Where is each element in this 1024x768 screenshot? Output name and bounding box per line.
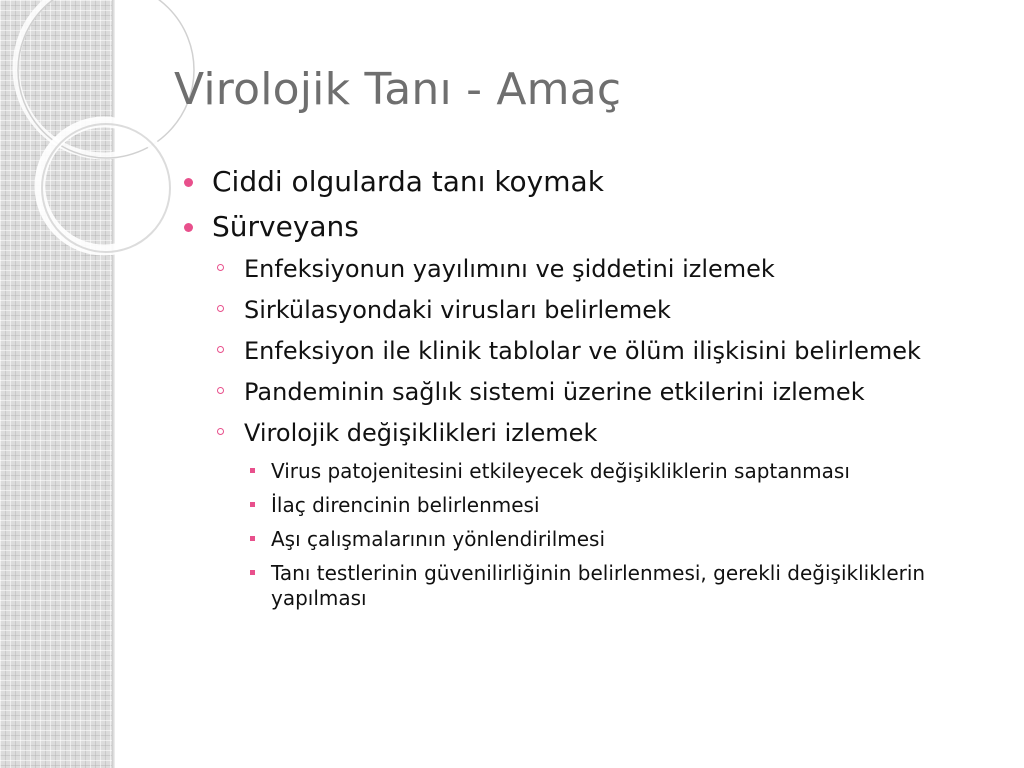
list-item <box>184 527 984 552</box>
list-item <box>184 493 984 518</box>
bullet-ring-icon <box>217 387 224 394</box>
list-item-text: Pandeminin sağlık sistemi üzerine etkilerini izlemek <box>244 378 865 406</box>
large-ring <box>16 0 192 156</box>
list-item <box>184 377 984 407</box>
bullet-ring-icon <box>217 305 224 312</box>
bullet-ring-icon <box>217 264 224 271</box>
list-item-text: Enfeksiyon ile klinik tablolar ve ölüm ilişkisini belirlemek <box>244 337 921 365</box>
bullet-square-icon <box>250 570 255 575</box>
list-item-text: Sürveyans <box>212 210 359 243</box>
list-item-text: Ciddi olgularda tanı koymak <box>212 165 604 198</box>
list-item-text: Virus patojenitesini etkileyecek değişikliklerin saptanması <box>271 459 850 483</box>
list-item <box>184 561 984 611</box>
list-item-text: İlaç direncinin belirlenmesi <box>271 493 540 517</box>
list-item-text: Sirkülasyondaki virusları belirlemek <box>244 296 671 324</box>
bullet-square-icon <box>250 536 255 541</box>
bullet-dot-icon <box>184 223 193 232</box>
list-item <box>184 164 984 200</box>
bullet-list <box>184 164 984 620</box>
list-item-text: Tanı testlerinin güvenilirliğinin belirlenmesi, gerekli değişikliklerin yapılması <box>271 561 926 610</box>
list-item <box>184 209 984 245</box>
bullet-dot-icon <box>184 178 193 187</box>
small-ring-shadow <box>42 124 170 252</box>
bullet-ring-icon <box>217 346 224 353</box>
list-item <box>184 295 984 325</box>
list-item-text: Aşı çalışmalarının yönlendirilmesi <box>271 527 606 551</box>
decorative-circles <box>0 0 200 300</box>
list-item-text: Virolojik değişiklikleri izlemek <box>244 419 598 447</box>
list-item <box>184 254 984 284</box>
list-item <box>184 336 984 366</box>
list-item-text: Enfeksiyonun yayılımını ve şiddetini izlemek <box>244 255 775 283</box>
bullet-ring-icon <box>217 428 224 435</box>
bullet-square-icon <box>250 502 255 507</box>
slide-title: Virolojik Tanı - Amaç <box>174 64 622 115</box>
list-item <box>184 459 984 484</box>
list-item <box>184 418 984 448</box>
bullet-square-icon <box>250 468 255 473</box>
